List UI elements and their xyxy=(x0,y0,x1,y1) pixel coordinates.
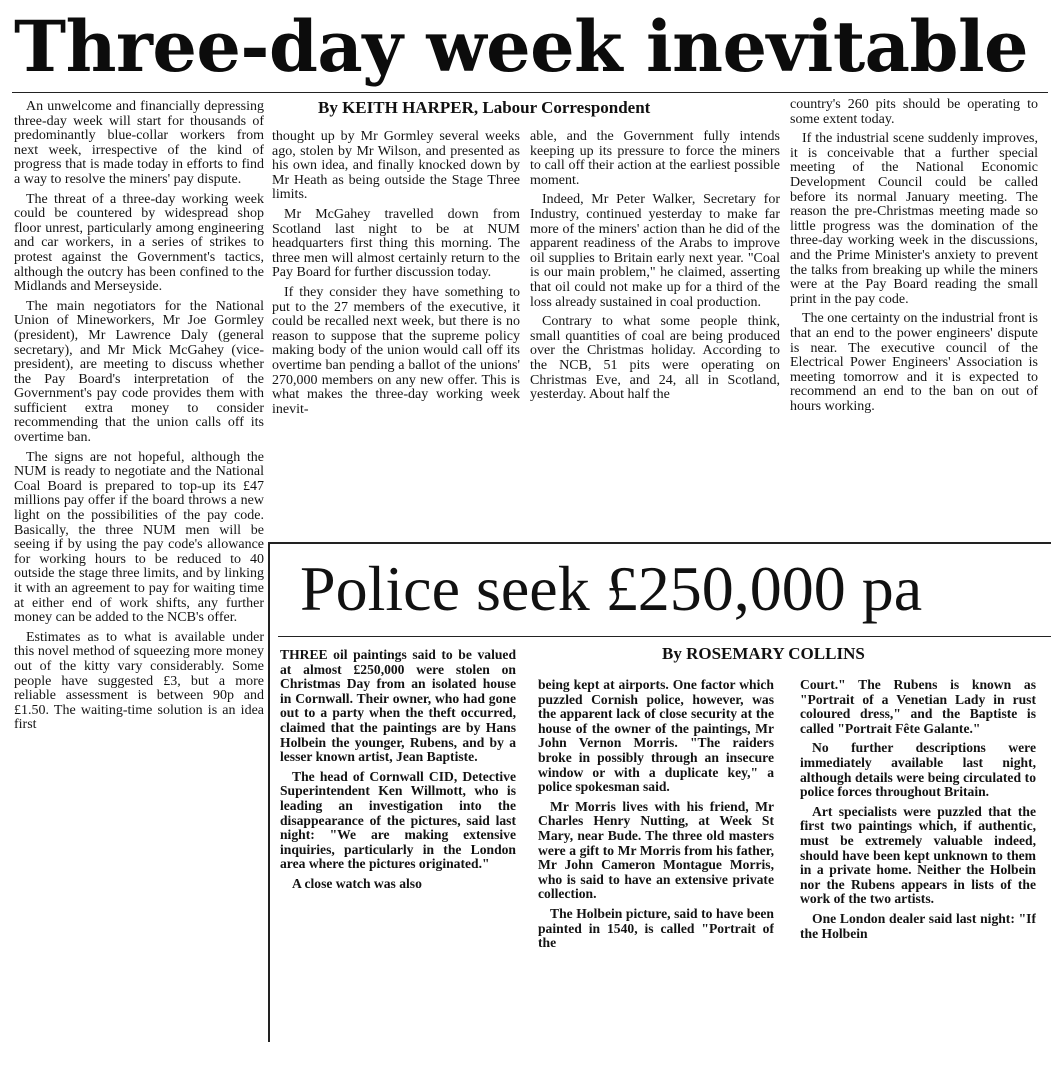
story2-col1-para: THREE oil paintings said to be valued at almost £250,000 were stolen on Christmas Day from an isolated house in Cornwall. Their owner, who had gone out to a party when the theft occurred, claimed that the paintings are by Hans Holbein the younger, Rubens, and by a lesser known artist, Jean Baptiste. xyxy=(280,648,516,765)
story1-col1-para: Estimates as to what is available under this novel method of squeezing more money out of the kitty vary considerably. Some people have suggested £3, but a more reliable assessment is between 90p and £1.50. The waiting-time solution is an idea first xyxy=(14,629,264,733)
story1-col3-para: Indeed, Mr Peter Walker, Secretary for Industry, continued yesterday to make far more of the miners' action than he did of the apparent readiness of the Arabs to improve oil supplies to Britain early next year. "Coal is our main problem," he claimed, asserting that oil could not make up for a third of the loss already sustained in coal production. xyxy=(530,192,780,310)
story1-col3-para: able, and the Government fully intends keeping up its pressure to force the miners to call off their action at the earliest possible moment. xyxy=(530,130,780,188)
story2-col3-para: Court." The Rubens is known as "Portrait of a Venetian Lady in rust coloured dress," and the Baptiste is called "Portrait Fête Galante." xyxy=(800,678,1036,736)
story2-headline-rule xyxy=(278,636,1051,637)
story2-headline: Police seek £250,000 pa xyxy=(300,553,923,624)
story1-col2-para: thought up by Mr Gormley several weeks ago, stolen by Mr Wilson, and presented as his own idea, and finally knocked down by Mr Heath as being outside the Stage Three limits. xyxy=(272,130,520,203)
story1-column-3 xyxy=(530,130,780,530)
story2-col1-para: A close watch was also xyxy=(292,875,422,891)
story2-column-3 xyxy=(800,678,1036,1038)
story1-byline: By KEITH HARPER, Labour Correspondent xyxy=(318,98,651,117)
headline-rule xyxy=(12,92,1048,93)
story2-col2-para: being kept at airports. One factor which puzzled Cornish police, however, was the apparent lack of close security at the house of the owner of the paintings, Mr John Vernon Morris. "The raiders broke in possibly through an insecure window or with a duplicate key," a police spokesman said. xyxy=(538,678,774,795)
story1-col1-para: An unwelcome and financially depressing three-day week will start for thousands of predominantly blue-collar workers from next week, irrespective of the kind of progress that is made today in efforts to find a way to resolve the miners' pay dispute. xyxy=(14,100,264,187)
story2-col2-para: Mr Morris lives with his friend, Mr Charles Henry Nutting, at Week St Mary, near Bude. The three old masters were a gift to Mr Morris from his father, Mr John Cameron Montague Morris, who is said to have an extensive private collection. xyxy=(538,798,774,902)
story1-col2-para: If they consider they have something to put to the 27 members of the executive, it could be recalled next week, but there is no reason to suppose that the supreme policy making body of the union would call off its overtime ban pending a ballot of the unions' 270,000 members on any new offer. This is what makes the three-day working week inevit- xyxy=(272,284,520,417)
story1-col2-para: Mr McGahey travelled down from Scotland last night to be at NUM headquarters first thing this morning. The three men will almost certainly return to the Pay Board for further discussion today. xyxy=(272,206,520,281)
story2-col1-para: The head of Cornwall CID, Detective Superintendent Ken Willmott, who is leading an investigation into the disappearance of the pictures, said last night: "We are making extensive inquiries, particularly in the London area where the pictures originated." xyxy=(280,768,516,872)
story1-col4-para: The one certainty on the industrial front is that an end to the power engineers' dispute is near. The executive council of the Electrical Power Engineers' Association is meeting tomorrow and it is expected to recommend an end to the ban on out of hours working. xyxy=(790,311,1038,414)
story2-top-rule xyxy=(268,542,1051,544)
story1-col4-para: country's 260 pits should be operating to some extent today. xyxy=(790,98,1038,127)
story1-col1-para: The main negotiators for the National Union of Mineworkers, Mr Joe Gormley (president), Mr Lawrence Daly (general secretary), and Mr Mick McGahey (vice-president), are meeting to discuss whether the Pay Board's interpretation of the Government's pay code provides them with sufficient extra money to consider recommending that the union calls off its overtime ban. xyxy=(14,298,264,446)
story2-column-1 xyxy=(280,648,516,1038)
story1-column-2 xyxy=(272,130,520,530)
story2-col3-para: No further descriptions were immediately available last night, although details were being circulated to police forces throughout Britain. xyxy=(800,740,1036,800)
story2-byline: By ROSEMARY COLLINS xyxy=(662,644,865,663)
story1-column-1 xyxy=(14,100,264,1040)
main-headline: Three-day week inevitable xyxy=(14,5,1029,88)
story1-column-4 xyxy=(790,98,1038,530)
story2-col3-para: One London dealer said last night: "If the Holbein xyxy=(800,910,1036,941)
story2-col3-para: Art specialists were puzzled that the first two paintings which, if authentic, must be extremely valuable indeed, should have been kept unknown to them in a private home. Neither the Holbein nor the Rubens appears in lists of the work of the two artists. xyxy=(800,803,1036,907)
story1-col1-para: The signs are not hopeful, although the NUM is ready to negotiate and the National Coal Board is prepared to top-up its £47 millions pay offer if the board throws a new light on the possibilities of the pay code. Basically, the three NUM men will be seeing if by using the pay code's allowance for working hours to be reduced to 40 outside the stage three limits, and by linking it with an agreement to pay for waiting time at either end of work shifts, any further money can be added to the NCB's offer. xyxy=(14,449,264,626)
story1-col3-para: Contrary to what some people think, small quantities of coal are being produced over the Christmas holiday. According to the NCB, 51 pits were operating on Christmas Eve, and 24, all in Scotland, yesterday. About half the xyxy=(530,314,780,403)
story2-col2-para: The Holbein picture, said to have been painted in 1540, is called "Portrait of the xyxy=(538,905,774,951)
story2-left-rule xyxy=(268,542,270,1042)
story2-column-2 xyxy=(538,678,774,1038)
story1-col1-para: The threat of a three-day working week could be countered by widespread shop floor unrest, particularly among engineering and car workers, in a series of strikes to protest against the Government's tactics, although the outcry has been confined to the Midlands and Merseyside. xyxy=(14,191,264,295)
story1-col4-para: If the industrial scene suddenly improves, it is conceivable that a further special meeting of the National Economic Development Council could be called before its normal January meeting. The reason the pre-Christmas meeting made so little progress was the domination of the three-day working week in the discussions, and the Prime Minister's anxiety to prevent the talks from breaking up while the miners were at the Pay Board reading the small print in the pay code. xyxy=(790,131,1038,307)
